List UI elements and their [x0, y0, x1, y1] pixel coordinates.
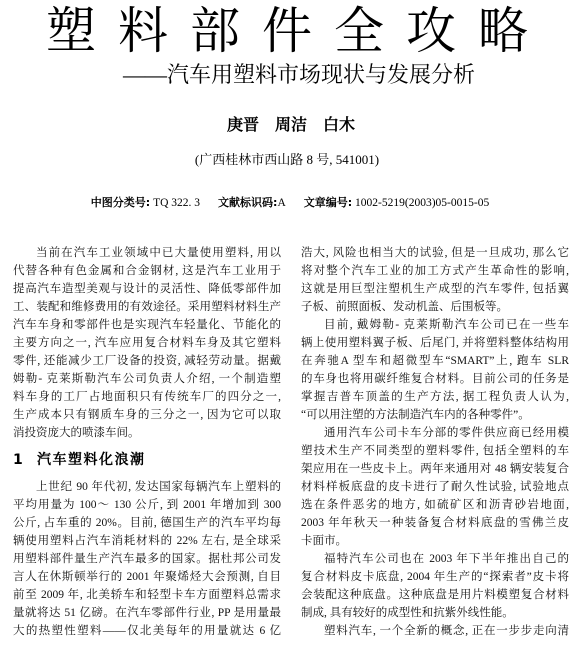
body-paragraph — [301, 550, 569, 622]
text-line: 浩大, 风险也相当大的试验, 但是一旦成功, 那么它 — [301, 247, 569, 259]
text-line: 料车身的工厂占地面积只有传统车厂的四分之一, — [13, 391, 281, 403]
text-line: 掌握吉普车顶盖的生产方法, 据工程负责人认为, — [301, 391, 569, 403]
body-paragraph — [301, 244, 569, 316]
body-paragraph — [13, 244, 281, 442]
text-line: 当前在汽车工业领域中已大量使用塑料, 用以 — [36, 247, 281, 259]
text-line: 主要方向之一, 汽车应用复合材料车身及其它塑料 — [13, 337, 281, 349]
text-line: 提高汽车造型美观与设计的灵活性、降低零部件加 — [13, 283, 281, 295]
text-line: 这就是用巨型注塑机生产成型的汽车零件, 包括翼 — [301, 283, 569, 295]
text-line: 代替各种有色金属和合金钢材, 这是汽车工业用于 — [13, 265, 281, 277]
classification-value: A — [277, 197, 286, 209]
article-subtitle: ——汽车用塑料市场现状与发展分析 — [122, 62, 475, 87]
body-paragraph — [13, 478, 281, 640]
text-line: 的车身也将用碳纤维复合材料。目前公司的任务是 — [301, 373, 569, 385]
text-line: 平均用量为 100～ 130 公斤, 到 2001 年增加到 300 — [13, 499, 281, 511]
text-line: “可以用注塑的方法制造汽车内的各种零件”。 — [301, 409, 530, 421]
text-line: 零件, 还能减少工厂设备的投资, 减轻劳动量。据戴 — [13, 355, 281, 367]
section-number: 1 — [13, 452, 23, 468]
text-line: 公斤, 占车重的 20%。目前, 德国生产的汽车平均每 — [13, 517, 281, 529]
text-line: 上世纪 90 年代初, 发达国家每辆汽车上塑料的 — [36, 481, 281, 493]
author-affiliation: (广西桂林市西山路 8 号, 541001) — [194, 152, 380, 167]
text-line: 目前, 戴姆勒- 克莱斯勒汽车公司已在一些车 — [324, 319, 569, 331]
text-line: 消投资庞大的喷漆车间。 — [13, 427, 140, 439]
classification-line — [0, 194, 574, 212]
text-line: 用塑料部件量生产汽车最多的国家。据杜邦公司发 — [13, 553, 281, 565]
text-line: 言人在休斯顿举行的 2001 年聚烯烃大会预测, 自目 — [13, 571, 281, 583]
text-line: 汽车车身和零部件也是实现汽车轻量化、节能化的 — [13, 319, 281, 331]
text-line: 生产成本只有钢质车身的三分之一, 因为它可以取 — [13, 409, 281, 421]
text-line: 大的热塑性塑料——仅北美每年的用量就达 6 亿 — [13, 625, 281, 637]
section-heading — [13, 442, 281, 478]
author-name: 庚晋 — [226, 117, 259, 134]
body-paragraph — [301, 316, 569, 424]
article-title: 塑料部件全攻略 — [46, 3, 550, 59]
body-paragraph — [301, 424, 569, 550]
text-line: 制成, 具有较好的成型性和抗紫外线性能。 — [301, 607, 514, 619]
classification-item — [304, 194, 489, 212]
text-line: 姆勒- 克莱斯勒汽车公司负责人介绍, 一个制造塑 — [13, 373, 281, 385]
text-line: 量就将达 51 亿磅。在汽车零部件行业, PP 是用量最 — [13, 607, 281, 619]
text-line: 辆上使用塑料翼子板、后尾门, 并将塑料整体结构用 — [301, 337, 569, 349]
text-line: 会装配这种底盘。这种底盘是用片料模塑复合材料 — [301, 589, 569, 601]
author-name: 白木 — [323, 117, 356, 134]
text-line: 前至 2009 年, 北美轿车和轻型卡车方面塑料总需求 — [13, 589, 281, 601]
text-line: 塑技术生产不同类型的塑料零件, 包括全塑料的车 — [301, 445, 569, 457]
right-column — [301, 244, 569, 640]
text-line: 2003 年年秋天一种装备复合材料底盘的雪佛兰皮 — [301, 517, 569, 529]
classification-value: 1002-5219(2003)05-0015-05 — [352, 197, 490, 209]
text-line: 在奔驰A 型车和超微型车“SMART”上, 跑车 SLR — [301, 355, 569, 367]
text-line: 福特汽车公司也在 2003 年下半年推出自己的 — [324, 553, 569, 565]
text-line: 复合材料皮卡底盘, 2004 年生产的“探索者”皮卡将 — [301, 571, 569, 583]
body-paragraph — [301, 622, 569, 640]
classification-item — [218, 194, 286, 212]
left-column — [13, 244, 281, 640]
text-line: 将对整个汽车工业的加工方式产生革命性的影响, — [301, 265, 569, 277]
text-line: 塑料汽车, 一个全新的概念, 正在一步步走向清 — [324, 625, 569, 637]
text-line: 通用汽车公司卡车分部的零件供应商已经用模 — [324, 427, 569, 439]
text-line: 材料样板底盘的皮卡进行了耐久性试验, 试验地点 — [301, 481, 569, 493]
classification-label: 中图分类号: — [90, 196, 151, 209]
text-line: 选在条件恶劣的地方, 如硫矿区和沥青砂岩地面, — [301, 499, 569, 511]
text-line: 卡面市。 — [301, 535, 347, 547]
text-line: 架应用在一些皮卡上。两年来通用对 48 辆安装复合 — [301, 463, 569, 475]
author-list — [0, 114, 574, 138]
classification-value: TQ 322. 3 — [150, 197, 201, 209]
text-line: 子板、前照面板、发动机盖、后围板等。 — [301, 301, 508, 313]
classification-label: 文章编号: — [303, 196, 353, 209]
text-line: 工、装配和维修费用的有效途径。采用塑料材料生产 — [13, 301, 281, 313]
author-name: 周洁 — [274, 117, 307, 134]
text-line: 辆使用塑料占汽车消耗材料的 22% 左右, 是全球采 — [13, 535, 281, 547]
section-title: 汽车塑料化浪潮 — [37, 452, 146, 468]
classification-item — [91, 194, 200, 212]
classification-label: 文献标识码: — [218, 196, 278, 209]
